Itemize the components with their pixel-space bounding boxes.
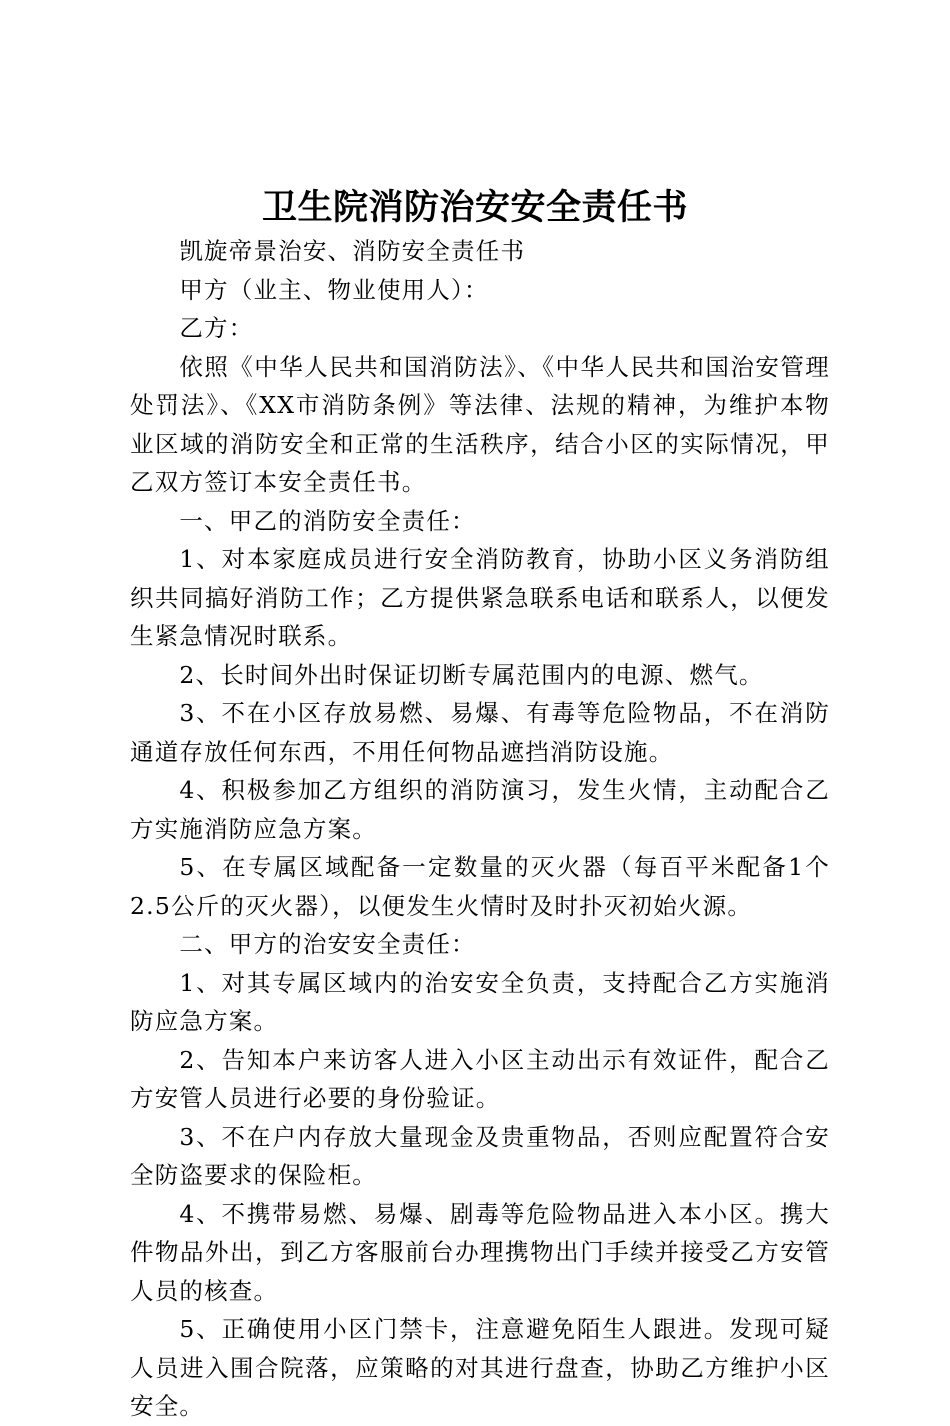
document-body xyxy=(130,232,830,1426)
paragraph-fire-3: 3、不在小区存放易燃、易爆、有毒等危险物品，不在消防通道存放任何东西，不用任何物品遮挡消防设施。 xyxy=(130,699,830,766)
paragraph-fire-2: 2、长时间外出时保证切断专属范围内的电源、燃气。 xyxy=(179,660,764,689)
paragraph-fire-4: 4、积极参加乙方组织的消防演习，发生火情，主动配合乙方实施消防应急方案。 xyxy=(130,776,830,843)
section-heading-security: 二、甲方的治安安全责任： xyxy=(179,930,476,958)
paragraph-security-1: 1、对其专属区域内的治安安全负责，支持配合乙方实施消防应急方案。 xyxy=(130,968,830,1035)
paragraph-fire-5: 5、在专属区域配备一定数量的灭火器（每百平米配备1个2.5公斤的灭火器），以便发生火情时及时扑灭初始火源。 xyxy=(130,853,830,920)
paragraph-security-3: 3、不在户内存放大量现金及贵重物品，否则应配置符合安全防盗要求的保险柜。 xyxy=(130,1122,830,1189)
paragraph-subtitle: 凯旋帝景治安、消防安全责任书 xyxy=(179,237,526,265)
paragraph-party-a: 甲方（业主、物业使用人）： xyxy=(179,275,489,304)
paragraph-security-2: 2、告知本户来访客人进入小区主动出示有效证件，配合乙方安管人员进行必要的身份验证。 xyxy=(130,1045,830,1112)
paragraph-security-4: 4、不携带易燃、易爆、剧毒等危险物品进入本小区。携大件物品外出，到乙方客服前台办理携物出门手续并接受乙方安管人员的核查。 xyxy=(130,1199,830,1305)
paragraph-security-5: 5、正确使用小区门禁卡，注意避免陌生人跟进。发现可疑人员进入围合院落，应策略的对其进行盘查，协助乙方维护小区安全。 xyxy=(130,1315,830,1420)
paragraph-fire-1: 1、对本家庭成员进行安全消防教育，协助小区义务消防组织共同搞好消防工作；乙方提供紧急联系电话和联系人，以便发生紧急情况时联系。 xyxy=(130,545,830,650)
paragraph-party-b: 乙方： xyxy=(179,314,254,342)
section-heading-fire: 一、甲乙的消防安全责任： xyxy=(179,506,476,535)
paragraph-preamble: 依照《中华人民共和国消防法》、《中华人民共和国治安管理处罚法》、《XX市消防条例》等法律、法规的精神，为维护本物业区域的消防安全和正常的生活秩序，结合小区的实际情况，甲乙双方签订本安全责任书。 xyxy=(130,352,830,496)
document-title: 卫生院消防治安安全责任书 xyxy=(261,188,688,228)
